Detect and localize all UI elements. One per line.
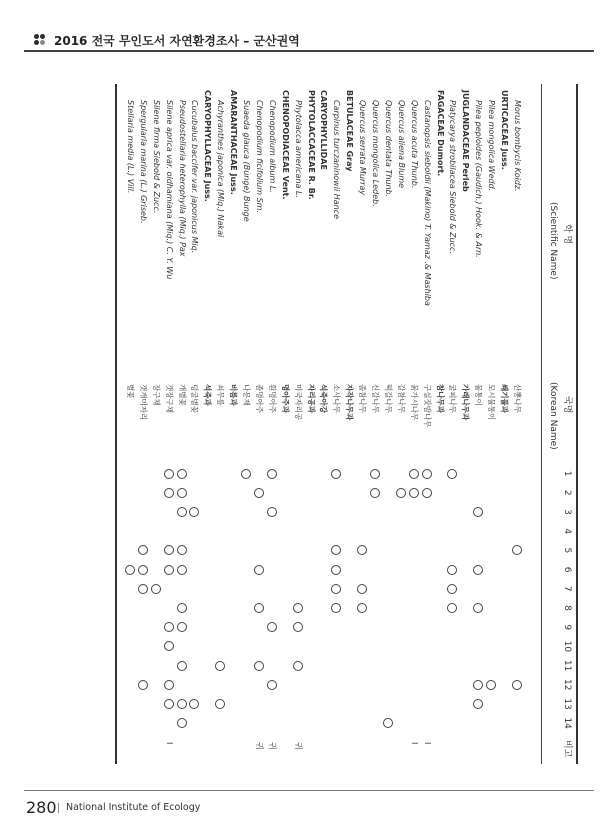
presence-circle-icon xyxy=(331,565,341,575)
presence-circle-icon xyxy=(473,699,483,709)
row-korean-name: 덩굴별꽃 xyxy=(190,384,200,413)
presence-circle-icon xyxy=(125,565,135,575)
presence-circle-icon xyxy=(293,661,303,671)
table-top-rule xyxy=(576,84,578,764)
row-scientific-name: Spergularia marina (L.) Griseb. xyxy=(138,100,148,224)
row-korean-name: 별꽃 xyxy=(126,384,135,399)
presence-circle-icon xyxy=(293,622,303,632)
row-korean-name: 명아주과 xyxy=(280,384,290,413)
presence-circle-icon xyxy=(396,488,406,498)
header-site-8: 8 xyxy=(562,605,572,611)
row-korean-name: 미국자리공 xyxy=(293,384,303,421)
row-scientific-name: Quercus aliena Blume xyxy=(396,100,406,189)
header-korean-name: 국명 xyxy=(562,396,572,414)
presence-circle-icon xyxy=(383,718,393,728)
presence-circle-icon xyxy=(357,603,367,613)
presence-circle-icon xyxy=(164,469,174,479)
row-scientific-name: Castanopsis sieboldii (Makino) T. Yamaz .& Mashiba xyxy=(422,100,432,306)
header-site-3: 3 xyxy=(562,509,572,515)
row-korean-name: 자리공과 xyxy=(306,384,316,413)
presence-circle-icon xyxy=(512,545,522,555)
presence-circle-icon xyxy=(190,507,200,517)
row-korean-name: 붉가시나무 xyxy=(409,384,419,421)
header-site-9: 9 xyxy=(562,624,572,631)
row-remark: 귀 xyxy=(293,742,303,750)
presence-circle-icon xyxy=(177,488,187,498)
header-site-2: 2 xyxy=(562,489,572,496)
row-scientific-name: Achyranthes japonica (Miq.) Nakai xyxy=(216,100,226,238)
row-korean-name: 나문재 xyxy=(242,384,252,406)
row-scientific-name: AMARANTHACEAE Juss. xyxy=(229,90,239,195)
row-scientific-name: CHENOPODIACEAE Vent. xyxy=(280,90,290,200)
row-scientific-name: JUGLANDACEAE Perleb xyxy=(461,90,471,192)
row-scientific-name: Chenopodium album L. xyxy=(267,100,277,193)
presence-circle-icon xyxy=(215,661,225,671)
presence-circle-icon xyxy=(267,622,277,632)
footer-institute: National Institute of Ecology xyxy=(66,802,201,813)
presence-circle-icon xyxy=(177,469,187,479)
row-korean-name: 신갈나무 xyxy=(371,384,381,413)
presence-circle-icon xyxy=(177,507,187,517)
presence-circle-icon xyxy=(473,507,483,517)
row-scientific-name: Quercus mongolica Ledeb. xyxy=(371,100,381,207)
presence-circle-icon xyxy=(164,545,174,555)
presence-circle-icon xyxy=(254,565,264,575)
presence-circle-icon xyxy=(164,622,174,632)
row-korean-name: 갯개미자리 xyxy=(138,384,148,421)
row-scientific-name: Quercus serrata Murray xyxy=(358,100,368,196)
header-rule xyxy=(24,50,594,52)
presence-circle-icon xyxy=(331,545,341,555)
presence-circle-icon xyxy=(177,661,187,671)
presence-circle-icon xyxy=(138,680,148,690)
table-header-rule xyxy=(541,84,542,764)
presence-circle-icon xyxy=(357,545,367,555)
row-korean-name: 가래나무과 xyxy=(461,384,471,421)
presence-circle-icon xyxy=(473,680,483,690)
row-remark: I xyxy=(422,742,432,745)
row-scientific-name: FAGACEAE Dumort. xyxy=(435,90,445,177)
presence-circle-icon xyxy=(409,469,419,479)
presence-circle-icon xyxy=(164,565,174,575)
presence-circle-icon xyxy=(331,469,341,479)
row-scientific-name: Pseudostellaria heterophylla (Miq.) Pax xyxy=(177,100,187,257)
presence-circle-icon xyxy=(448,469,458,479)
presence-circle-icon xyxy=(370,469,380,479)
presence-circle-icon xyxy=(177,545,187,555)
header-site-14: 14 xyxy=(562,717,572,729)
header-site-11: 11 xyxy=(562,659,572,672)
presence-circle-icon xyxy=(164,699,174,709)
header-korean-name-en: (Korean Name) xyxy=(548,382,558,450)
row-korean-name: 구실잣밤나무 xyxy=(422,384,432,428)
presence-circle-icon xyxy=(138,584,148,594)
presence-circle-icon xyxy=(370,488,380,498)
presence-circle-icon xyxy=(267,469,277,479)
row-korean-name: 모시물통이 xyxy=(487,384,497,421)
row-korean-name: 자작나무과 xyxy=(345,384,355,421)
row-scientific-name: Silene aprica var. oldhamiana (Miq.) C. Y. Wu xyxy=(164,100,174,280)
row-korean-name: 산뽕나무 xyxy=(513,384,522,413)
row-scientific-name: URTICACEAE Juss. xyxy=(500,90,510,170)
row-korean-name: 흰명아주 xyxy=(267,384,277,413)
row-korean-name: 장구채 xyxy=(151,384,161,406)
row-korean-name: 쇠무릎 xyxy=(216,384,226,406)
header-title: 2016 전국 무인도서 자연환경조사 – 군산권역 xyxy=(54,34,300,48)
header-site-1: 1 xyxy=(562,470,572,477)
row-korean-name: 졸참나무 xyxy=(358,384,368,413)
row-scientific-name: Silene firma Siebold & Zucc. xyxy=(151,100,161,214)
presence-circle-icon xyxy=(254,661,264,671)
row-remark: I xyxy=(409,742,419,745)
presence-circle-icon xyxy=(177,603,187,613)
row-scientific-name: Quercus dentata Thunb. xyxy=(384,100,393,198)
row-korean-name: 갯장구채 xyxy=(164,384,174,413)
header-dots-icon xyxy=(34,34,46,46)
row-scientific-name: Pilea mongolica Wedd. xyxy=(487,100,497,192)
presence-circle-icon xyxy=(254,603,264,613)
presence-circle-icon xyxy=(422,488,432,498)
row-scientific-name: Morus bombycis Koidz. xyxy=(513,100,522,192)
header-site-13: 13 xyxy=(562,698,572,710)
row-remark: 귀 xyxy=(255,742,264,750)
presence-circle-icon xyxy=(151,584,161,594)
header-site-6: 6 xyxy=(562,566,572,573)
header-site-7: 7 xyxy=(562,585,572,592)
presence-circle-icon xyxy=(267,680,277,690)
row-scientific-name: Chenopodium ficifolium Sm. xyxy=(255,100,264,213)
presence-circle-icon xyxy=(473,603,483,613)
presence-circle-icon xyxy=(448,584,458,594)
presence-circle-icon xyxy=(254,488,264,498)
row-korean-name: 갈참나무 xyxy=(396,384,406,413)
row-scientific-name: CARYOPHYLLACEAE Juss. xyxy=(203,90,213,202)
row-remark: 귀 xyxy=(267,742,277,750)
row-scientific-name: Quercus acuta Thunb. xyxy=(409,100,419,189)
page-header xyxy=(24,28,594,54)
page-footer xyxy=(24,790,594,820)
presence-circle-icon xyxy=(164,641,174,651)
row-scientific-name: Platycarya strobilacea Siebold & Zucc. xyxy=(448,100,458,254)
row-korean-name: 석죽아강 xyxy=(319,384,329,413)
species-table xyxy=(118,84,578,764)
presence-circle-icon xyxy=(177,565,187,575)
presence-circle-icon xyxy=(473,565,483,575)
row-korean-name: 비름과 xyxy=(229,384,239,406)
row-scientific-name: PHYTOLACCACEAE R. Br. xyxy=(306,90,316,200)
presence-circle-icon xyxy=(177,622,187,632)
row-scientific-name: Stellaria media (L.) Vill. xyxy=(126,100,135,194)
row-remark: I xyxy=(164,742,174,745)
presence-circle-icon xyxy=(164,680,174,690)
presence-circle-icon xyxy=(267,507,277,517)
footer-rule xyxy=(24,790,594,791)
row-scientific-name: Carpinus turczaninowii Hance xyxy=(332,100,342,220)
row-korean-name: 참나무과 xyxy=(435,384,445,413)
header-scientific-name-en: (Scientific Name) xyxy=(548,202,558,280)
row-korean-name: 소사나무 xyxy=(332,384,342,413)
row-korean-name: 떡갈나무 xyxy=(384,384,393,413)
header-site-4: 4 xyxy=(562,528,572,535)
presence-circle-icon xyxy=(138,565,148,575)
presence-circle-icon xyxy=(357,584,367,594)
presence-circle-icon xyxy=(138,545,148,555)
row-korean-name: 굴피나무 xyxy=(448,384,458,413)
presence-circle-icon xyxy=(422,469,432,479)
footer-divider xyxy=(58,803,59,813)
header-site-5: 5 xyxy=(562,547,572,554)
page-number: 280 xyxy=(26,798,57,817)
row-korean-name: 좀명아주 xyxy=(255,384,264,413)
presence-circle-icon xyxy=(215,699,225,709)
header-site-10: 10 xyxy=(562,640,572,653)
presence-circle-icon xyxy=(409,488,419,498)
presence-circle-icon xyxy=(293,603,303,613)
presence-circle-icon xyxy=(448,565,458,575)
row-korean-name: 물통이 xyxy=(474,384,484,406)
row-scientific-name: Phytolacca americana L. xyxy=(293,100,303,198)
header-remark: 비고 xyxy=(562,740,572,758)
row-scientific-name: Suaeda glauca (Bunge) Bunge xyxy=(242,100,252,222)
presence-circle-icon xyxy=(448,603,458,613)
table-bottom-rule xyxy=(115,84,117,764)
row-korean-name: 개별꽃 xyxy=(177,384,187,406)
presence-circle-icon xyxy=(177,718,187,728)
presence-circle-icon xyxy=(177,699,187,709)
presence-circle-icon xyxy=(512,680,522,690)
header-site-12: 12 xyxy=(562,679,572,691)
row-scientific-name: Cucubalus baccifer var. japonicus Miq. xyxy=(190,100,200,254)
row-scientific-name: Pilea peploides (Gaudich.) Hook. & Arn. xyxy=(474,100,484,258)
presence-circle-icon xyxy=(164,488,174,498)
presence-circle-icon xyxy=(190,699,200,709)
row-scientific-name: BETULACEAE Gray xyxy=(345,90,355,172)
row-korean-name: 석죽과 xyxy=(203,384,213,406)
presence-circle-icon xyxy=(241,469,251,479)
presence-circle-icon xyxy=(486,680,496,690)
row-scientific-name: CARYOPHYLLIDAE xyxy=(319,90,329,170)
header-scientific-name: 학 명 xyxy=(562,224,572,245)
row-korean-name: 쐐기풀과 xyxy=(500,384,510,413)
presence-circle-icon xyxy=(331,603,341,613)
presence-circle-icon xyxy=(331,584,341,594)
